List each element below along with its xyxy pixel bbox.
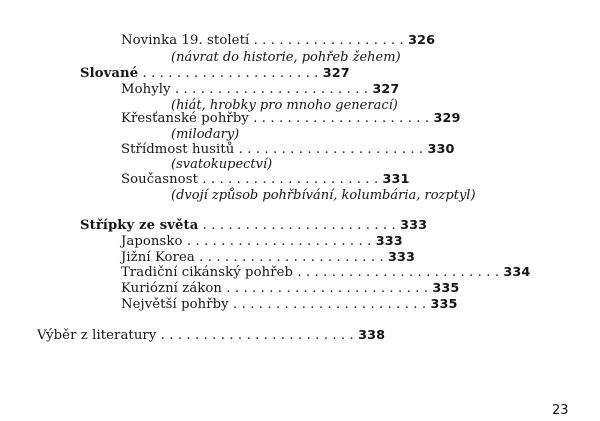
- toc-entry-literatura: [37, 328, 385, 344]
- toc-entry-title: Největší pohřby: [121, 297, 229, 312]
- toc-page-ref: 333: [400, 218, 428, 233]
- toc-page-ref: 329: [433, 111, 461, 126]
- toc-entry-japonsko: [121, 234, 403, 250]
- toc-entry-nejvetsi: [121, 297, 457, 313]
- toc-entry-note: (milodary): [171, 127, 240, 142]
- toc-entry-cikansky: [121, 265, 530, 281]
- toc-page-ref: 333: [375, 234, 403, 249]
- toc-entry-title: Novinka 19. století: [121, 33, 250, 48]
- dot-leader: . . . . . . . . . . . . . . . . . . . . . .: [182, 234, 372, 249]
- dot-leader: . . . . . . . . . . . . . . . . . . . . .: [248, 111, 430, 126]
- toc-entry-mohyly: [121, 82, 399, 98]
- toc-entry-stridmost: [121, 142, 455, 158]
- toc-entry-title: Tradiční cikánský pohřeb: [121, 265, 294, 280]
- toc-page-ref: 335: [430, 297, 458, 312]
- toc-entry-title: Mohyly: [121, 82, 171, 97]
- toc-entry-krestanske: [121, 111, 461, 127]
- toc-entry-title: Japonsko: [121, 234, 183, 249]
- dot-leader: . . . . . . . . . . . . . . . . . . . . . . .: [156, 328, 354, 343]
- toc-page-ref: 334: [503, 265, 531, 280]
- toc-section-stripky: [80, 218, 427, 234]
- toc-page-ref: 330: [427, 142, 455, 157]
- toc-section-title: Slované: [80, 66, 139, 81]
- toc-entry-soucasnost: [121, 172, 410, 188]
- toc-entry-title: Výběr z literatury: [37, 328, 157, 343]
- toc-entry-title: Jižní Korea: [121, 250, 195, 265]
- dot-leader: . . . . . . . . . . . . . . . . . . . . .: [138, 66, 319, 81]
- toc-entry-note: (hiát, hrobky pro mnoho generací): [171, 98, 398, 113]
- toc-entry-kuriozni: [121, 281, 459, 297]
- toc-entry-title: Střídmost husitů: [121, 142, 235, 157]
- toc-entry-title: Kuriózní zákon: [121, 281, 223, 296]
- toc-page-ref: 327: [322, 66, 350, 81]
- dot-leader: . . . . . . . . . . . . . . . . . . . . .: [197, 172, 379, 187]
- page-number: 23: [552, 403, 569, 418]
- toc-entry-note: (dvojí způsob pohřbívání, kolumbária, rozptyl): [171, 188, 476, 203]
- toc-entry-title: Křesťanské pohřby: [121, 111, 249, 126]
- toc-page-ref: 335: [432, 281, 460, 296]
- toc-page-ref: 338: [358, 328, 386, 343]
- toc-section-title: Střípky ze světa: [80, 218, 199, 233]
- toc-entry-title: Současnost: [121, 172, 198, 187]
- dot-leader: . . . . . . . . . . . . . . . . . . . . . . .: [228, 297, 427, 312]
- toc-entry-jizni-korea: [121, 250, 415, 266]
- toc-section-slovane: [80, 66, 350, 82]
- dot-leader: . . . . . . . . . . . . . . . . . . . . . .: [194, 250, 384, 265]
- toc-page-ref: 327: [372, 82, 400, 97]
- dot-leader: . . . . . . . . . . . . . . . . . . . . . .: [234, 142, 424, 157]
- dot-leader: . . . . . . . . . . . . . . . . . . . . . . .: [198, 218, 396, 233]
- toc-page-ref: 331: [382, 172, 410, 187]
- dot-leader: . . . . . . . . . . . . . . . . . . . . . . .: [170, 82, 369, 97]
- toc-entry-note: (návrat do historie, pohřeb žehem): [171, 50, 401, 65]
- dot-leader: . . . . . . . . . . . . . . . . . . . . . . . .: [222, 281, 429, 296]
- dot-leader: . . . . . . . . . . . . . . . . . .: [249, 33, 404, 48]
- toc-page-ref: 326: [408, 33, 436, 48]
- toc-entry-note: (svatokupectví): [171, 157, 273, 172]
- dot-leader: . . . . . . . . . . . . . . . . . . . . . . . .: [293, 265, 500, 280]
- toc-entry-novinka: [121, 33, 435, 49]
- toc-page-ref: 333: [388, 250, 416, 265]
